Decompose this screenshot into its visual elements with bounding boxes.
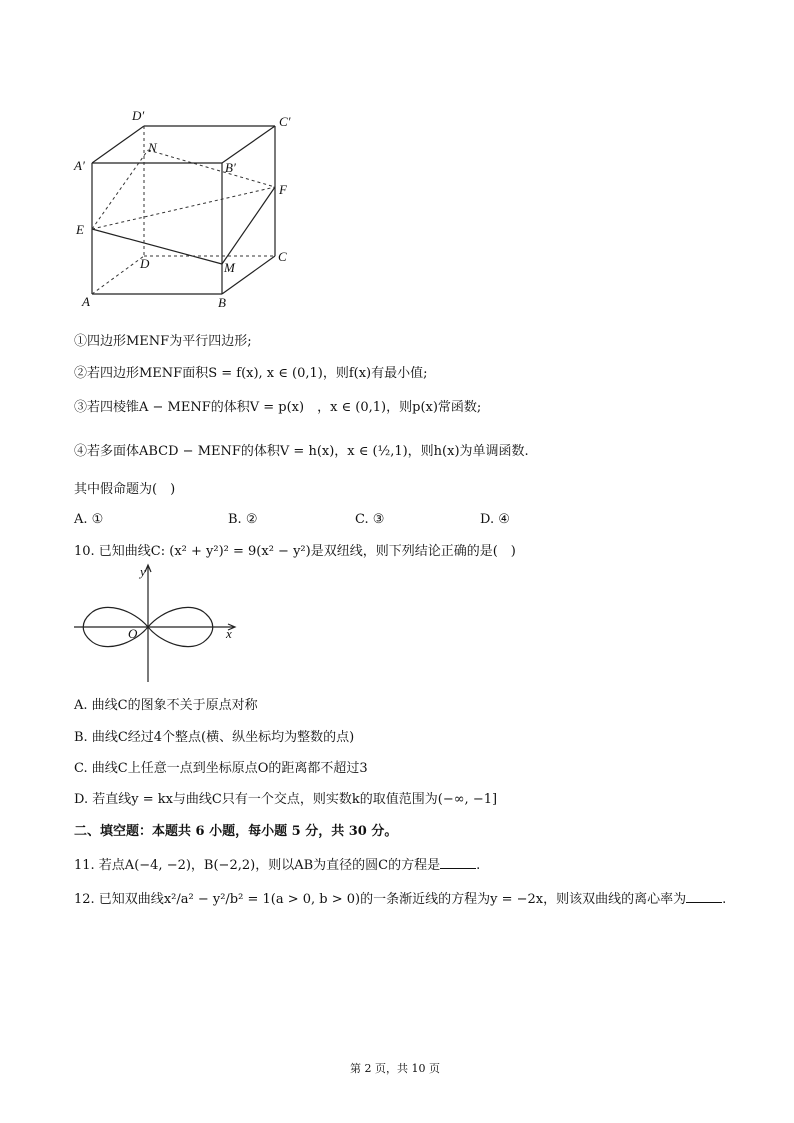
seg-NF	[148, 150, 275, 187]
seg-EM	[92, 229, 222, 264]
cube-diagram	[70, 108, 300, 313]
q10-option-c: C. 曲线C上任意一点到坐标原点O的距离都不超过3	[74, 761, 368, 776]
statement-3: ③若四棱锥A − MENF的体积V = p(x) ，x ∈ (0,1)，则p(x)常函数;	[74, 400, 482, 415]
lemniscate-graph	[70, 562, 250, 687]
q10-option-a: A. 曲线C的图象不关于原点对称	[74, 698, 258, 713]
label-C: C	[278, 249, 287, 264]
q11	[74, 856, 480, 875]
q10-option-d: D. 若直线y = kx与曲线C只有一个交点，则实数k的取值范围为(−∞, −1]	[74, 792, 498, 807]
edge-BpCp	[222, 126, 275, 163]
seg-EF	[92, 187, 275, 229]
label-Bp: B′	[225, 160, 236, 175]
q9-option-c: C. ③	[355, 512, 385, 527]
cube-figure	[70, 108, 300, 313]
label-A: A	[82, 294, 90, 309]
lemniscate-figure	[70, 562, 250, 687]
seg-EN	[92, 150, 148, 229]
q9-prompt: 其中假命题为( )	[74, 482, 176, 497]
q9-option-a: A. ①	[74, 512, 104, 527]
q9-option-d: D. ④	[480, 512, 510, 527]
label-M: M	[224, 260, 235, 275]
axis-label-x: x	[226, 626, 232, 641]
label-D: D	[140, 256, 150, 271]
label-Cp: C′	[279, 114, 291, 129]
q9-option-b: B. ②	[228, 512, 258, 527]
q12-formula: x²/a² − y²/b² = 1(a > 0, b > 0)	[163, 892, 361, 907]
q12-blank[interactable]	[686, 890, 722, 903]
origin-label: O	[128, 626, 138, 641]
label-B: B	[218, 295, 226, 310]
label-E: E	[76, 222, 84, 237]
label-N: N	[148, 140, 157, 155]
q12-period: .	[722, 892, 727, 907]
q11-text: 11. 若点A(−4, −2)，B(−2,2)，则以AB为直径的圆C的方程是	[74, 858, 441, 873]
statement-4: ④若多面体ABCD − MENF的体积V = h(x)，x ∈ (½,1)，则h(x)为单调函数.	[74, 444, 529, 459]
label-Dp: D′	[132, 108, 145, 123]
statement-1: ①四边形MENF为平行四边形;	[74, 334, 252, 349]
section-heading-fill-in: 二、填空题：本题共 6 小题，每小题 5 分，共 30 分。	[74, 824, 398, 839]
q10-option-b: B. 曲线C经过4个整点(横、纵坐标均为整数的点)	[74, 730, 355, 745]
axis-label-y: y	[140, 564, 146, 579]
q12-prefix: 12. 已知双曲线	[74, 892, 164, 907]
q10-stem: 10. 已知曲线C: (x² + y²)² = 9(x² − y²)是双纽线，则下列结论正确的是( )	[74, 544, 516, 559]
edge-AD	[92, 256, 144, 294]
q12-suffix: 的一条渐近线的方程为y = −2x，则该双曲线的离心率为	[360, 892, 687, 907]
q11-blank[interactable]	[440, 856, 476, 869]
q11-period: .	[476, 858, 481, 873]
q12	[74, 890, 726, 909]
seg-MF	[222, 187, 275, 264]
page-footer: 第 2 页，共 10 页	[350, 1062, 440, 1075]
label-F: F	[279, 182, 287, 197]
edge-ApDp	[92, 126, 144, 163]
statement-2: ②若四边形MENF面积S = f(x), x ∈ (0,1)，则f(x)有最小值;	[74, 366, 428, 381]
label-Ap: A′	[74, 158, 85, 173]
